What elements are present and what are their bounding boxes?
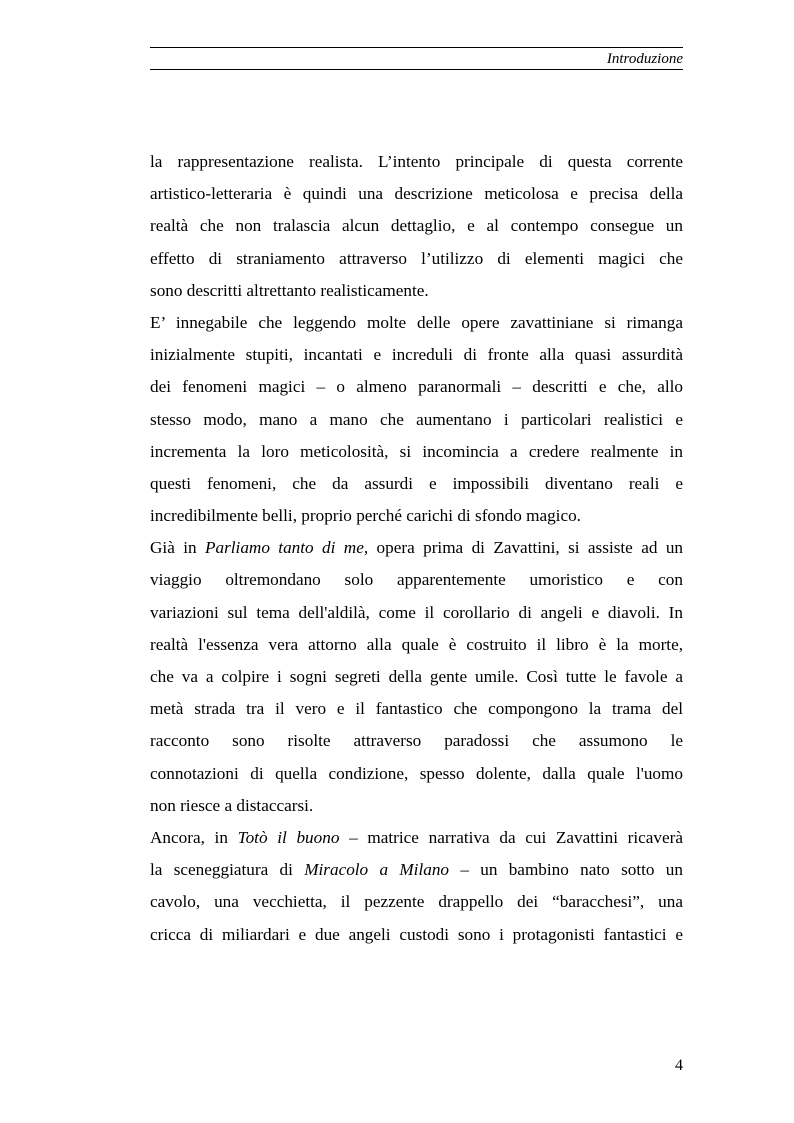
text-segment: connotazioni di quella condizione, spesso dolente, dalla quale l'uomo [150,763,683,783]
paragraph [150,822,683,951]
header-rule-top [150,47,683,48]
text-segment: effetto di straniamento attraverso l’utilizzo di elementi magici che [150,248,683,268]
text-segment: che va a colpire i sogni segreti della gente umile. Così tutte le favole a [150,667,683,686]
text-line [150,371,683,403]
text-segment: , opera prima di Zavattini, si assiste ad un [363,538,683,558]
text-segment: realtà che non tralascia alcun dettaglio, e al contempo consegue un [150,216,683,236]
text-line [150,661,683,693]
paragraph [150,532,683,822]
text-segment: questi fenomeni, che da assurdi e impossibili diventano reali e [150,473,683,493]
text-segment: la sceneggiatura di [150,860,305,880]
text-line [150,758,683,790]
text-line [150,436,683,468]
text-line [150,339,683,371]
italic-title: Totò il buono [237,827,340,847]
text-segment: inizialmente stupiti, incantati e increduli di fronte alla quasi assurdità [150,345,683,365]
text-line [150,629,683,661]
text-line [150,790,683,822]
text-segment: realtà l'essenza vera attorno alla quale è costruito il libro è la morte, [150,634,683,654]
text-segment: incredibilmente belli, proprio perché carichi di sfondo magico. [150,506,581,526]
text-segment: non riesce a distaccarsi. [150,795,314,815]
text-segment: metà strada tra il vero e il fantastico che compongono la trama del [150,699,683,719]
paragraph [150,307,683,532]
text-line [150,146,683,178]
text-segment: stesso modo, mano a mano che aumentano i particolari realistici e [150,409,683,429]
header-rule-bottom [150,69,683,70]
italic-title: Miracolo a Milano [304,860,450,880]
text-segment: Già in [150,538,205,558]
text-line [150,854,683,886]
text-line [150,725,683,757]
text-segment: artistico-letteraria è quindi una descrizione meticolosa e precisa della [150,184,683,204]
text-line [150,919,683,951]
text-segment: cricca di miliardari e due angeli custodi sono i protagonisti fantastici e [150,924,683,944]
text-line [150,886,683,918]
text-segment: variazioni sul tema dell'aldilà, come il corollario di angeli e diavoli. In [150,602,683,622]
italic-title: Parliamo tanto di me [204,538,364,558]
text-line [150,822,683,854]
text-line [150,693,683,725]
text-line [150,178,683,210]
text-segment: Ancora, in [150,827,238,847]
text-line [150,210,683,242]
text-line [150,243,683,275]
text-segment: E’ innegabile che leggendo molte delle opere zavattiniane si rimanga [150,312,683,332]
text-segment: la rappresentazione realista. L’intento principale di questa corrente [150,152,683,171]
text-segment: – matrice narrativa da cui Zavattini ricaverà [339,827,683,847]
text-segment: racconto sono risolte attraverso paradossi che assumono le [150,731,683,751]
text-line [150,275,683,307]
text-segment: incrementa la loro meticolosità, si incomincia a credere realmente in [150,441,683,461]
text-segment: – un bambino nato sotto un [449,860,683,880]
text-line [150,564,683,596]
text-segment: cavolo, una vecchietta, il pezzente drappello dei “baracchesi”, una [150,892,683,912]
text-line [150,404,683,436]
text-segment: sono descritti altrettanto realisticamente. [150,280,429,300]
text-line [150,307,683,339]
text-line [150,597,683,629]
paragraph [150,146,683,307]
page-number: 4 [675,1057,683,1074]
text-segment: dei fenomeni magici – o almeno paranormali – descritti e che, allo [150,377,683,397]
text-line [150,468,683,500]
running-header-title: Introduzione [606,51,683,67]
body-text [150,146,683,951]
text-line [150,532,683,564]
text-line [150,500,683,532]
text-segment: viaggio oltremondano solo apparentemente umoristico e con [150,570,683,590]
